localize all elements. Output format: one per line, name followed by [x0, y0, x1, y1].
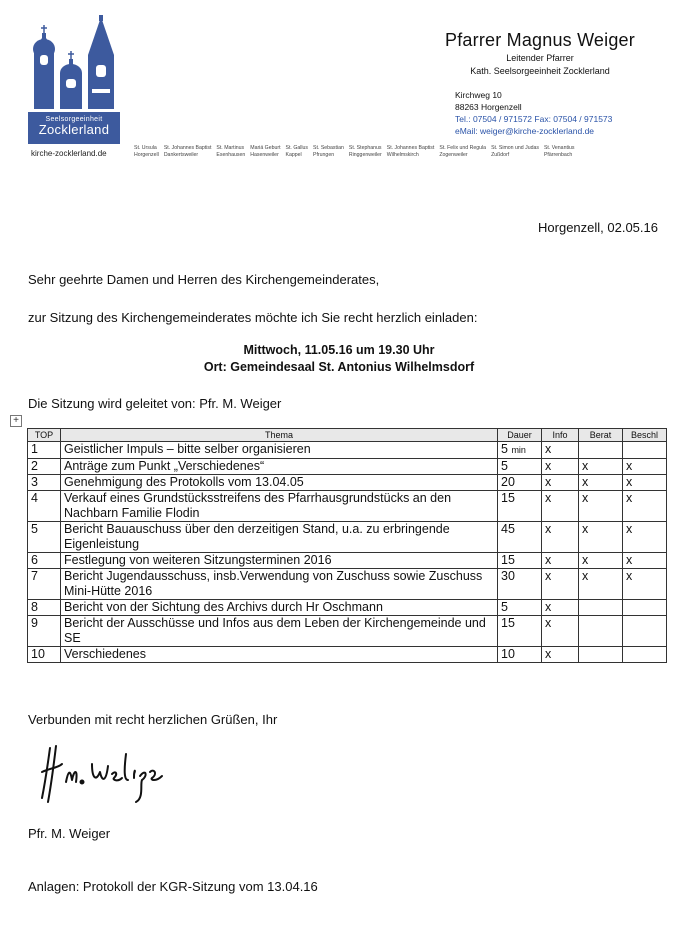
cell-text-beschl: x	[626, 569, 633, 583]
invitation-text: zur Sitzung des Kirchengemeinderates möchte ich Sie recht herzlich einladen:	[28, 310, 478, 325]
agenda-cell-top[interactable]	[28, 647, 61, 663]
agenda-cell-info[interactable]	[542, 600, 579, 616]
agenda-cell-beschl[interactable]	[623, 569, 667, 600]
meeting-location: Ort: Gemeindesaal St. Antonius Wilhelmsdorf	[203, 360, 475, 374]
agenda-cell-top[interactable]	[28, 491, 61, 522]
email-link[interactable]: eMail: weiger@kirche-zocklerland.de	[455, 126, 595, 136]
agenda-cell-thema[interactable]	[61, 616, 498, 647]
cell-text-beschl: x	[626, 522, 633, 536]
cell-text-top: 4	[31, 491, 38, 505]
parish-place: Zogenweiler	[439, 152, 468, 158]
cell-text-thema: Verkauf eines Grundstücksstreifens des Pfarrhausgrundstücks an den Nachbarn Familie Flodin	[64, 491, 452, 520]
agenda-cell-beschl[interactable]	[623, 600, 667, 616]
agenda-cell-thema[interactable]	[61, 522, 498, 553]
cell-text-dauer: 5	[501, 442, 508, 456]
cell-text-top: 5	[31, 522, 38, 536]
parish-item	[250, 145, 280, 159]
salutation: Sehr geehrte Damen und Herren des Kirchengemeinderates,	[28, 272, 380, 287]
cell-text-thema: Bericht von der Sichtung des Archivs durch Hr Oschmann	[64, 600, 383, 614]
parish-name: St. Johannes Baptist	[163, 145, 212, 151]
parish-place: Hasenweiler	[250, 152, 279, 158]
agenda-row	[28, 600, 667, 616]
agenda-cell-beschl[interactable]	[623, 459, 667, 475]
parish-place: Esenhausen	[216, 152, 246, 158]
logo-subtitle: Seelsorgeeinheit	[45, 116, 103, 123]
parish-place: Ringgenweiler	[348, 152, 382, 158]
cell-text-top: 1	[31, 442, 38, 456]
agenda-cell-top[interactable]	[28, 442, 61, 459]
cell-text-berat: x	[582, 569, 589, 583]
parish-name: St. Felix und Regula	[439, 145, 487, 151]
agenda-cell-info[interactable]	[542, 475, 579, 491]
header-dauer: Dauer	[498, 429, 542, 442]
cell-text-berat: x	[582, 553, 589, 567]
agenda-cell-info[interactable]	[542, 647, 579, 663]
header-beschl: Beschl	[623, 429, 667, 442]
agenda-row	[28, 647, 667, 663]
agenda-cell-dauer[interactable]	[498, 569, 542, 600]
website-link[interactable]: kirche-zocklerland.de	[31, 149, 107, 158]
cell-text-info: x	[545, 491, 552, 505]
agenda-cell-dauer[interactable]	[498, 459, 542, 475]
agenda-cell-thema[interactable]	[61, 442, 498, 459]
agenda-cell-beschl[interactable]	[623, 442, 667, 459]
agenda-cell-top[interactable]	[28, 600, 61, 616]
agenda-cell-berat[interactable]	[579, 647, 623, 663]
agenda-cell-info[interactable]	[542, 616, 579, 647]
cell-text-berat: x	[582, 491, 589, 505]
agenda-cell-beschl[interactable]	[623, 616, 667, 647]
cell-text-berat: x	[582, 459, 589, 473]
cell-text-berat: x	[582, 475, 589, 489]
agenda-cell-top[interactable]	[28, 475, 61, 491]
cell-text-thema: Verschiedenes	[64, 647, 147, 661]
cell-text-dauer: 20	[501, 475, 515, 489]
place-date: Horgenzell, 02.05.16	[538, 220, 658, 235]
address-street: Kirchweg 10	[455, 90, 502, 100]
cell-text-info: x	[545, 600, 552, 614]
phone-fax: Tel.: 07504 / 971572 Fax: 07504 / 971573	[455, 114, 613, 124]
agenda-cell-dauer[interactable]	[498, 616, 542, 647]
attachment-note: Anlagen: Protokoll der KGR-Sitzung vom 13.04.16	[28, 879, 318, 894]
agenda-cell-berat[interactable]	[579, 522, 623, 553]
handwritten-signature	[36, 742, 176, 806]
cell-text-thema: Bericht Jugendausschuss, insb.Verwendung von Zuschuss sowie Zuschuss Mini-Hütte 2016	[64, 569, 483, 598]
cell-text-info: x	[545, 459, 552, 473]
header-berat: Berat	[579, 429, 623, 442]
parish-name: St. Johannes Baptist	[386, 145, 435, 151]
table-move-handle-icon[interactable]: +	[10, 415, 22, 427]
agenda-cell-thema[interactable]	[61, 600, 498, 616]
parish-place: Dankertsweiler	[163, 152, 199, 158]
agenda-cell-beschl[interactable]	[623, 491, 667, 522]
agenda-cell-dauer[interactable]	[498, 647, 542, 663]
cell-text-thema: Bericht Bauauschuss über den derzeitigen Stand, u.a. zu erbringende Eigenleistung	[64, 522, 450, 551]
cell-text-dauer: 5	[501, 459, 508, 473]
header-info: Info	[542, 429, 579, 442]
agenda-cell-dauer[interactable]	[498, 475, 542, 491]
parish-name: St. Sebastian	[313, 145, 344, 151]
agenda-cell-berat[interactable]	[579, 569, 623, 600]
parish-item	[134, 145, 159, 159]
parish-place: Wilhelmskirch	[386, 152, 419, 158]
address-city: 88263 Horgenzell	[455, 102, 522, 112]
parish-name: St. Venantius	[543, 145, 575, 151]
cell-text-thema: Festlegung von weiteren Sitzungsterminen 2016	[64, 553, 332, 567]
church-towers-icon	[28, 15, 120, 111]
agenda-cell-beschl[interactable]	[623, 522, 667, 553]
parish-item	[439, 145, 486, 159]
header-top: TOP	[28, 429, 61, 442]
sender-role: Leitender Pfarrer	[506, 53, 574, 63]
parish-item	[491, 145, 539, 159]
cell-text-top: 7	[31, 569, 38, 583]
agenda-cell-thema[interactable]	[61, 459, 498, 475]
agenda-cell-info[interactable]	[542, 459, 579, 475]
agenda-cell-berat[interactable]	[579, 616, 623, 647]
cell-text-beschl: x	[626, 491, 633, 505]
agenda-cell-thema[interactable]	[61, 647, 498, 663]
agenda-cell-dauer[interactable]	[498, 522, 542, 553]
cell-text-info: x	[545, 475, 552, 489]
agenda-cell-dauer[interactable]	[498, 553, 542, 569]
parish-place: Pfrungen	[313, 152, 335, 158]
cell-text-thema: Genehmigung des Protokolls vom 13.04.05	[64, 475, 304, 489]
agenda-row	[28, 616, 667, 647]
parish-place: Kappel	[285, 152, 302, 158]
agenda-row	[28, 553, 667, 569]
parish-name: Mariä Geburt	[250, 145, 281, 151]
agenda-cell-info[interactable]	[542, 491, 579, 522]
header-thema: Thema	[61, 429, 498, 442]
parish-item	[286, 145, 309, 159]
chaired-by: Die Sitzung wird geleitet von: Pfr. M. Weiger	[28, 396, 282, 411]
meeting-date-time: Mittwoch, 11.05.16 um 19.30 Uhr	[243, 343, 435, 357]
agenda-cell-top[interactable]	[28, 522, 61, 553]
logo-title: Zocklerland	[38, 122, 110, 137]
duration-unit: min	[511, 445, 526, 455]
cell-text-top: 3	[31, 475, 38, 489]
agenda-table	[27, 428, 667, 663]
agenda-cell-top[interactable]	[28, 553, 61, 569]
closing-text: Verbunden mit recht herzlichen Grüßen, Ihr	[28, 712, 278, 727]
parish-name: St. Martinus	[216, 145, 245, 151]
cell-text-dauer: 45	[501, 522, 515, 536]
sender-name: Pfarrer Magnus Weiger	[445, 30, 635, 50]
agenda-cell-berat[interactable]	[579, 442, 623, 459]
parish-place: Horgenzell	[134, 152, 159, 158]
agenda-row	[28, 442, 667, 459]
agenda-cell-dauer[interactable]	[498, 442, 542, 459]
agenda-cell-info[interactable]	[542, 569, 579, 600]
agenda-cell-beschl[interactable]	[623, 475, 667, 491]
agenda-cell-info[interactable]	[542, 553, 579, 569]
agenda-row	[28, 475, 667, 491]
parish-item	[544, 145, 575, 159]
cell-text-top: 2	[31, 459, 38, 473]
cell-text-info: x	[545, 647, 552, 661]
cell-text-dauer: 10	[501, 647, 515, 661]
agenda-cell-berat[interactable]	[579, 459, 623, 475]
agenda-row	[28, 491, 667, 522]
cell-text-thema: Geistlicher Impuls – bitte selber organisieren	[64, 442, 311, 456]
cell-text-dauer: 5	[501, 600, 508, 614]
agenda-cell-dauer[interactable]	[498, 491, 542, 522]
cell-text-dauer: 15	[501, 553, 515, 567]
cell-text-top: 8	[31, 600, 38, 614]
parish-item	[349, 145, 382, 159]
cell-text-top: 9	[31, 616, 38, 630]
cell-text-dauer: 30	[501, 569, 515, 583]
agenda-cell-top[interactable]	[28, 569, 61, 600]
parish-item	[387, 145, 435, 159]
agenda-cell-info[interactable]	[542, 442, 579, 459]
agenda-cell-beschl[interactable]	[623, 647, 667, 663]
agenda-cell-thema[interactable]	[61, 475, 498, 491]
agenda-cell-berat[interactable]	[579, 553, 623, 569]
cell-text-top: 6	[31, 553, 38, 567]
cell-text-info: x	[545, 442, 552, 456]
meeting-details	[0, 342, 678, 376]
agenda-cell-thema[interactable]	[61, 569, 498, 600]
cell-text-beschl: x	[626, 459, 633, 473]
agenda-row	[28, 522, 667, 553]
agenda-cell-beschl[interactable]	[623, 553, 667, 569]
cell-text-info: x	[545, 616, 552, 630]
signer-name: Pfr. M. Weiger	[28, 826, 111, 841]
cell-text-dauer: 15	[501, 491, 515, 505]
agenda-row	[28, 459, 667, 475]
parish-name: St. Gallus	[285, 145, 309, 151]
cell-text-beschl: x	[626, 475, 633, 489]
cell-text-thema: Bericht der Ausschüsse und Infos aus dem Leben der Kirchengemeinde und SE	[64, 616, 486, 645]
cell-text-info: x	[545, 522, 552, 536]
agenda-cell-berat[interactable]	[579, 475, 623, 491]
sender-unit: Kath. Seelsorgeeinheit Zocklerland	[470, 66, 610, 76]
agenda-cell-dauer[interactable]	[498, 600, 542, 616]
parish-place: Zußdorf	[491, 152, 510, 158]
cell-text-dauer: 15	[501, 616, 515, 630]
agenda-cell-info[interactable]	[542, 522, 579, 553]
cell-text-info: x	[545, 553, 552, 567]
agenda-row	[28, 569, 667, 600]
agenda-cell-thema[interactable]	[61, 553, 498, 569]
sender-address	[455, 89, 612, 137]
parish-item	[164, 145, 212, 159]
parish-name: St. Simon und Judas	[491, 145, 539, 151]
cell-text-beschl: x	[626, 553, 633, 567]
parish-name: St. Stephanus	[348, 145, 382, 151]
cell-text-thema: Anträge zum Punkt „Verschiedenes“	[64, 459, 265, 473]
parish-place: Pfärrenbach	[543, 152, 573, 158]
parish-item	[313, 145, 344, 159]
agenda-cell-thema[interactable]	[61, 491, 498, 522]
parish-item	[216, 145, 245, 159]
parish-logo	[28, 15, 123, 158]
agenda-header-row	[28, 429, 667, 442]
cell-text-info: x	[545, 569, 552, 583]
cell-text-berat: x	[582, 522, 589, 536]
agenda-cell-top[interactable]	[28, 616, 61, 647]
sender-header	[420, 30, 660, 76]
agenda-cell-top[interactable]	[28, 459, 61, 475]
agenda-cell-berat[interactable]	[579, 600, 623, 616]
parish-list	[134, 145, 575, 159]
cell-text-top: 10	[31, 647, 45, 661]
parish-name: St. Ursula	[134, 145, 157, 151]
agenda-cell-berat[interactable]	[579, 491, 623, 522]
